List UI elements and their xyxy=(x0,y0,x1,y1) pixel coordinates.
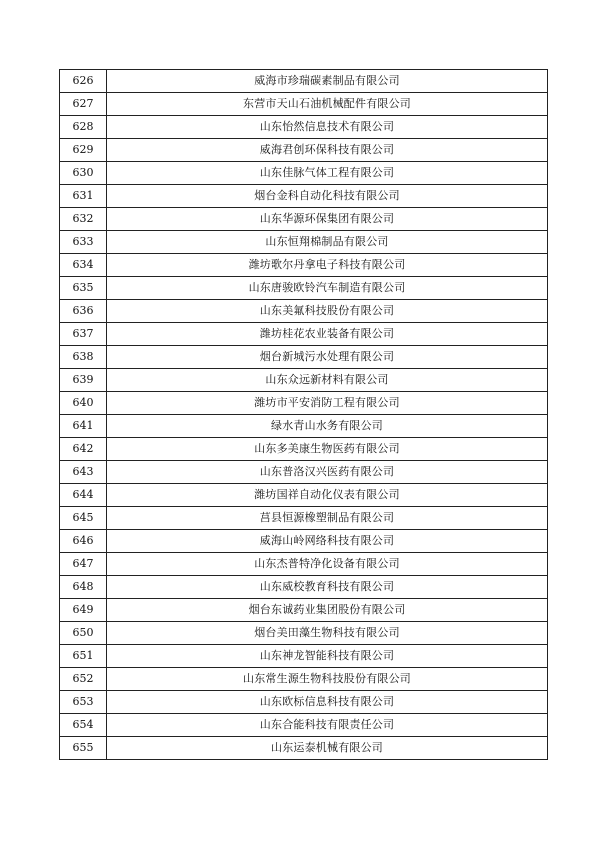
row-number: 645 xyxy=(60,507,107,530)
row-number: 628 xyxy=(60,116,107,139)
company-name: 山东神龙智能科技有限公司 xyxy=(107,645,548,668)
table-row xyxy=(60,576,548,599)
company-name: 山东众远新材料有限公司 xyxy=(107,369,548,392)
table-row xyxy=(60,369,548,392)
company-name: 烟台美田藻生物科技有限公司 xyxy=(107,622,548,645)
company-name: 烟台新城污水处理有限公司 xyxy=(107,346,548,369)
company-name: 莒县恒源橡塑制品有限公司 xyxy=(107,507,548,530)
table-row xyxy=(60,208,548,231)
row-number: 639 xyxy=(60,369,107,392)
row-number: 652 xyxy=(60,668,107,691)
table-row xyxy=(60,323,548,346)
table-row xyxy=(60,599,548,622)
company-name: 山东普洛汉兴医药有限公司 xyxy=(107,461,548,484)
row-number: 626 xyxy=(60,70,107,93)
table-row xyxy=(60,553,548,576)
row-number: 650 xyxy=(60,622,107,645)
company-list-table xyxy=(59,69,548,760)
company-name: 绿水青山水务有限公司 xyxy=(107,415,548,438)
table-row xyxy=(60,346,548,369)
table-row xyxy=(60,530,548,553)
table-row xyxy=(60,438,548,461)
table-row xyxy=(60,645,548,668)
company-name: 山东多美康生物医药有限公司 xyxy=(107,438,548,461)
row-number: 634 xyxy=(60,254,107,277)
table-row xyxy=(60,714,548,737)
row-number: 649 xyxy=(60,599,107,622)
table-row xyxy=(60,93,548,116)
company-name: 山东怡然信息技术有限公司 xyxy=(107,116,548,139)
table-row xyxy=(60,668,548,691)
row-number: 654 xyxy=(60,714,107,737)
row-number: 633 xyxy=(60,231,107,254)
table-row xyxy=(60,622,548,645)
row-number: 651 xyxy=(60,645,107,668)
company-name: 山东欧标信息科技有限公司 xyxy=(107,691,548,714)
row-number: 637 xyxy=(60,323,107,346)
table-row xyxy=(60,116,548,139)
row-number: 646 xyxy=(60,530,107,553)
row-number: 648 xyxy=(60,576,107,599)
table-row xyxy=(60,392,548,415)
row-number: 638 xyxy=(60,346,107,369)
company-name: 东营市天山石油机械配件有限公司 xyxy=(107,93,548,116)
table-row xyxy=(60,461,548,484)
company-name: 山东华源环保集团有限公司 xyxy=(107,208,548,231)
company-name: 烟台金科自动化科技有限公司 xyxy=(107,185,548,208)
company-name: 山东佳脉气体工程有限公司 xyxy=(107,162,548,185)
row-number: 641 xyxy=(60,415,107,438)
table-row xyxy=(60,277,548,300)
row-number: 636 xyxy=(60,300,107,323)
row-number: 635 xyxy=(60,277,107,300)
table-row xyxy=(60,162,548,185)
table-row xyxy=(60,185,548,208)
company-name: 山东合能科技有限责任公司 xyxy=(107,714,548,737)
table-row xyxy=(60,70,548,93)
company-name: 山东威校教育科技有限公司 xyxy=(107,576,548,599)
table-row xyxy=(60,484,548,507)
company-name: 山东运泰机械有限公司 xyxy=(107,737,548,760)
company-name: 威海山岭网络科技有限公司 xyxy=(107,530,548,553)
table-row xyxy=(60,231,548,254)
row-number: 653 xyxy=(60,691,107,714)
row-number: 655 xyxy=(60,737,107,760)
company-name: 山东恒翔棉制品有限公司 xyxy=(107,231,548,254)
table-row xyxy=(60,300,548,323)
company-name: 威海君创环保科技有限公司 xyxy=(107,139,548,162)
row-number: 642 xyxy=(60,438,107,461)
row-number: 644 xyxy=(60,484,107,507)
row-number: 629 xyxy=(60,139,107,162)
company-name: 山东唐骏欧铃汽车制造有限公司 xyxy=(107,277,548,300)
table-row xyxy=(60,737,548,760)
table-body xyxy=(60,70,548,760)
row-number: 640 xyxy=(60,392,107,415)
row-number: 632 xyxy=(60,208,107,231)
company-name: 山东常生源生物科技股份有限公司 xyxy=(107,668,548,691)
company-name: 山东杰普特净化设备有限公司 xyxy=(107,553,548,576)
table-row xyxy=(60,507,548,530)
table-row xyxy=(60,254,548,277)
row-number: 627 xyxy=(60,93,107,116)
table-row xyxy=(60,691,548,714)
row-number: 631 xyxy=(60,185,107,208)
company-name: 潍坊市平安消防工程有限公司 xyxy=(107,392,548,415)
table-row xyxy=(60,139,548,162)
row-number: 643 xyxy=(60,461,107,484)
row-number: 647 xyxy=(60,553,107,576)
company-name: 烟台东诚药业集团股份有限公司 xyxy=(107,599,548,622)
company-name: 潍坊歌尔丹拿电子科技有限公司 xyxy=(107,254,548,277)
company-name: 山东美氟科技股份有限公司 xyxy=(107,300,548,323)
company-name: 威海市珍瑞碳素制品有限公司 xyxy=(107,70,548,93)
table-row xyxy=(60,415,548,438)
company-name: 潍坊桂花农业装备有限公司 xyxy=(107,323,548,346)
row-number: 630 xyxy=(60,162,107,185)
company-name: 潍坊国祥自动化仪表有限公司 xyxy=(107,484,548,507)
